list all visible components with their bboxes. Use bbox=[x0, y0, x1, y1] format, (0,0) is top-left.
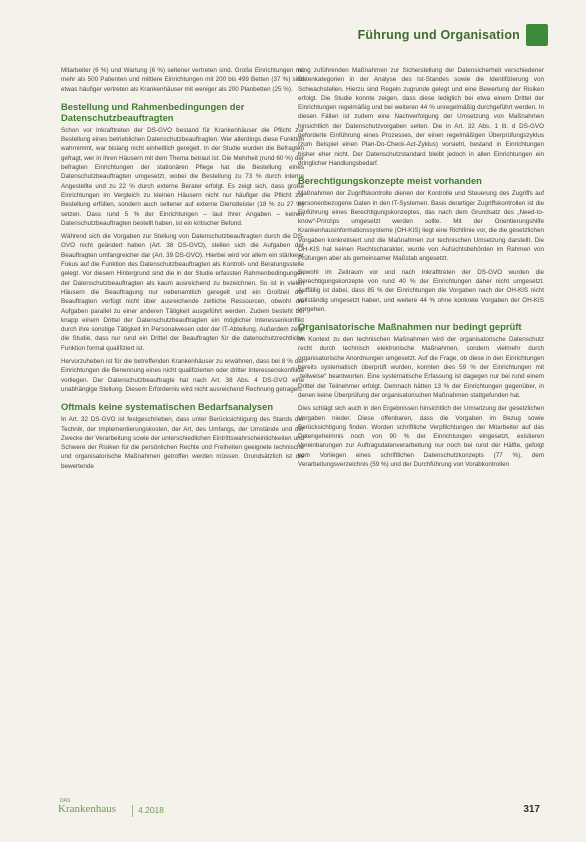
heading-berechtigungskonzepte: Berechtigungskonzepte meist vorhanden bbox=[298, 175, 482, 187]
magazine-logo: Krankenhaus bbox=[58, 803, 117, 815]
right-paragraph-3: Sowohl im Zeitraum vor und nach Inkrafttreten der DS-GVO wurden die Berechtigungskonzepte von rund 40 % der Einrichtungen daher nicht umgesetzt. Auffällig ist dabei, dass 85 % der Einrichtungen die Vorgaben nach der OH-KIS nicht vollständig umgesetzt haben, und weitere 44 % ohne konkrete Vorgaben der OH-KIS vorgehen. bbox=[298, 268, 544, 313]
right-column bbox=[298, 66, 544, 473]
right-paragraph-4: Im Kontext zu den technischen Maßnahmen wird der organisatorische Datenschutz recht durch technisch elektronische Maßnahmen, sondern vielmehr durch organisatorische Anordnungen umgesetzt. Auf die Frage, ob diese in den Einrichtungen bereits systematisch überprüft wurden, konnten dies 59 % der Einrichtungen mit „teilweise“ beantworten. Eine systematische Erfassung ist dagegen nur bei rund einem Drittel der Teilnehmer erfolgt. Demnach hätten 13 % der Einrichtungen gegenüber, in denen keine Überprüfung der organisatorischen Maßnahmen stattgefunden hat. bbox=[298, 336, 544, 399]
section-color-marker bbox=[526, 24, 548, 46]
heading-bedarfsanalysen: Oftmals keine systematischen Bedarfsanalysen bbox=[61, 401, 274, 413]
page-footer bbox=[58, 798, 548, 822]
left-paragraph-3: Während sich die Vorgaben zur Stellung von Datenschutzbeauftragten durch die DS-GVO nicht geändert haben (Art. 38 DS-GVO), stellen sich die Aufgaben der Beauftragten umfangreicher dar (Art. 39 DS-GVO). Hierbei wird vor allem ein stärkerer Fokus auf die Funktion des Datenschutzbeauftragten als Kontroll- und Beratungsstelle gelegt. Vor diesem Hintergrund sind die in der Studie erfassten Rahmenbedingungen der Datenschutzbeauftragten als kaum ausreichend zu bezeichnen. So ist in vielen Häusern die Beauftragung nur nebenamtlich geregelt und ein Großteil der Beauftragten verfügt nicht über ausreichende zeitliche Ressourcen, obwohl die Aufgaben parallel zu einer anderen Tätigkeit ausgeführt werden. Zudem besteht bei knapp einem Drittel der Datenschutzbeauftragten ein möglicher Interessenkonflikt durch ihre sonstige Tätigkeit im Personalwesen oder der IT-Abteilung. Außerdem zeigt die Studie, dass nur rund ein Drittel der Beauftragten für die datenschutzrechtliche Funktion formal qualifiziert ist. bbox=[61, 233, 304, 352]
left-paragraph-2: Schon vor Inkrafttreten der DS-GVO bestand für Krankenhäuser die Pflicht zur Bestellung eines betrieblichen Datenschutzbeauftragten. Wer allerdings diese Funktion wahrnimmt, war bislang nicht einheitlich geregelt. In der Studie wurden die Befragten gefragt, wer in ihren Häusern mit dem Thema betraut ist. Die Mehrheit (rund 60 %) der befragten Einrichtungen der stationären Pflege hat die Bestellung eines Datenschutzbeauftragten umgesetzt, wobei die Bestellung zu 73 % durch interne Angestellte und zu 22 % durch externe Berater erfolgt. Es zeigt sich, dass große Einrichtungen im Vergleich zu kleinen Häusern nicht nur häufiger die Pflicht zur Bestellung erfüllen, sondern auch seltener auf externe Dienstleister (18 % zu 27 %) setzen. Dass rund 5 % der Einrichtungen – laut ihrer Angaben – keinen Datenschutzbeauftragten bestellt haben, ist ein kritischer Befund. bbox=[61, 126, 304, 227]
page-number: 317 bbox=[523, 804, 540, 815]
issue-number: 4.2018 bbox=[138, 805, 164, 815]
right-paragraph-1: rung zuführenden Maßnahmen zur Sicherstellung der Datensicherheit verschiedener Datenkategorien in der Analyse des Ist-Standes sowie die Identifizierung von Schwachstellen. Hierzu sind Regeln zugrunde gelegt und eine Bewertung der Risiken erfolgt. Die Studie konnte zeigen, dass diese lediglich bei etwa einem Drittel der Einrichtungen regelmäßig und bei weiteren 44 % unregelmäßig durchgeführt werden. In diesen Fällen ist zudem eine Nachverfolgung der Umsetzung von Maßnahmen hinsichtlich der Datenschutzvorgaben selten. Die in Art. 32 Abs. 1 lit. d DS-GVO geforderte Einführung eines Prozesses, der einen regelmäßigen Überprüfungszyklus (zum Beispiel einen Plan-Do-Check-Act-Zyklus) vorsieht, bestand in Einrichtungen bisher eher nicht. Der Datenschutzstandard bleibt jedoch in allen Einrichtungen ein dringlicher Handlungsbedarf. bbox=[298, 67, 544, 167]
left-paragraph-5: In Art. 32 DS-GVO ist festgeschrieben, dass unter Berücksichtigung des Stands der Technik, der Implementierungskosten, der Art, des Umfangs, der Umstände und der Zwecke der Verarbeitung sowie der unterschiedlichen Eintrittswahrscheinlichkeiten und Schwere der Risiken für die persönlichen Rechte und Freiheiten geeignete technische und organisatorische Maßnahmen getroffen werden müssen. Grundsätzlich ist die bewertende bbox=[61, 416, 304, 470]
left-paragraph-1: Mitarbeiter (6 %) und Wartung (6 %) seltener vertreten sind. Große Einrichtungen mit mehr als 500 Patienten und mittlere Einrichtungen mit 200 bis 499 Betten (37 %) sind etwas häufiger vertreten als Krankenhäuser mit weniger als 200 Planbetten (25 %). bbox=[61, 67, 304, 93]
left-paragraph-4: Hervorzuheben ist für die betreffenden Krankenhäuser zu erwähnen, dass bei 8 % der Einrichtungen die Benennung eines nicht qualifizierten oder dritter Interessenskonflikte vorliegen. Der Datenschutzbeauftragte hat nach Art. 38 Abs. 4 DS-GVO eine unabhängige Stellung. Diesem Erfordernis wird nicht ausreichend Rechnung getragen. bbox=[61, 358, 304, 393]
heading-organisatorische-massnahmen: Organisatorische Maßnahmen nur bedingt geprüft bbox=[298, 321, 522, 333]
left-column bbox=[61, 66, 304, 475]
right-paragraph-5: Dies schlägt sich auch in den Ergebnissen hinsichtlich der Umsetzung der gesetzlichen Vorgaben nieder. Diese offenbaren, dass die Vorgaben im Bezug sowie Berücksichtigung finden. Worden schriftliche Verpflichtungen der Mitarbeiter auf das Datengeheimnis noch von 90 % der Einrichtungen eingesetzt, existieren Vereinbarungen zur Auftragsdatenverarbeitung nur noch bei rund der Hälfte, gefolgt vom Vorliegen eines schriftlichen Datenschutzkonzepts (77 %), dem Verarbeitungsverzeichnis (59 %) und der Durchführung von Vorabkontrollen bbox=[298, 405, 544, 468]
footer-divider bbox=[132, 805, 133, 817]
section-header bbox=[322, 22, 548, 48]
section-title: Führung und Organisation bbox=[357, 28, 520, 42]
right-paragraph-2: Maßnahmen der Zugriffskontrolle dienen der Kontrolle und Steuerung des Zugriffs auf personenbezogene Daten in den IT-Systemen. Basis derartiger Zugriffskontrollen ist die Einführung eines Berechtigungskonzeptes, das nach dem Grundsatz des „Need-to-know“-Prinzips umgesetzt werden sollte. Mit der Orientierungshilfe Krankenhausinformationssysteme (OH-KIS) liegt eine Richtlinie vor, die die gesetzlichen Vorgaben konkretisiert und die Maßnahmen zur technischen Umsetzung darstellt. Die OH-KIS hat keinen Rechtscharakter, wurde von Aufsichtsbehörden im Rahmen von Prüfungen aber als gemeinsamer Maßstab angesetzt. bbox=[298, 190, 544, 263]
heading-bestellung: Bestellung und Rahmenbedingungen der Datenschutzbeauftragten bbox=[61, 100, 245, 123]
magazine-logo-prefix: DAS bbox=[60, 798, 71, 804]
